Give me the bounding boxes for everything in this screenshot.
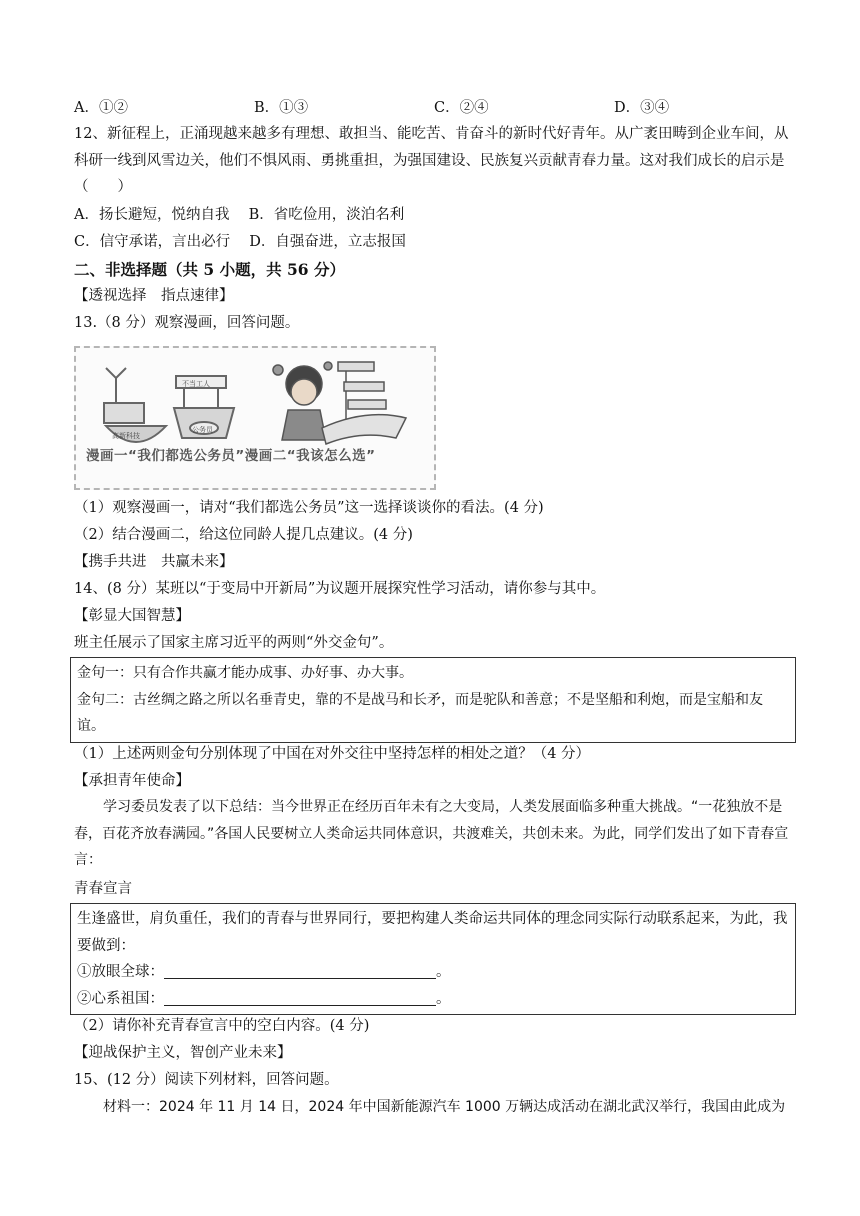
q15-material1: 材料一：2024 年 11 月 14 日，2024 年中国新能源汽车 1000 万辆达成活动在湖北武汉举行，我国由此成为 <box>103 1099 786 1115</box>
declaration-title: 青春宣言 <box>74 881 132 897</box>
q12-options-row2: C．信守承诺，言出必行 D．自强奋进，立志报国 <box>74 234 406 250</box>
item-1-period: 。 <box>436 964 451 980</box>
q14-sub2: （2）请你补充青春宣言中的空白内容。(4 分) <box>74 1018 370 1034</box>
q14-tag-b: 【承担青年使命】 <box>74 773 190 789</box>
q11-option-d: D．③④ <box>614 100 670 116</box>
answer-blank-2[interactable] <box>164 991 436 1006</box>
item-1-label: ①放眼全球： <box>77 964 164 980</box>
comic-illustration <box>76 348 434 488</box>
declaration-item-2 <box>77 986 789 1013</box>
comic-sign-2: 高新科技 <box>112 432 140 440</box>
q14-tag-a: 【彰显大国智慧】 <box>74 608 190 624</box>
q13-sub2: （2）结合漫画二，给这位同龄人提几点建议。(4 分) <box>74 527 413 543</box>
section-tag: 【携手共进 共赢未来】 <box>74 554 234 570</box>
q11-option-b: B．①③ <box>254 100 309 116</box>
q13-stem: 13.（8 分）观察漫画，回答问题。 <box>74 315 300 331</box>
q14-stem: 14、(8 分）某班以“于变局中开新局”为议题开展探究性学习活动，请你参与其中。 <box>74 581 606 597</box>
declaration-text: 生逢盛世，肩负重任，我们的青春与世界同行，要把构建人类命运共同体的理念同实际行动联系起来，为此，我要做到： <box>77 911 788 954</box>
q14-paragraph: 学习委员发表了以下总结：当今世界正在经历百年未有之大变局，人类发展面临多种重大挑战。“一花独放不是春，百花齐放春满园。”各国人民要树立人类命运共同体意识，共渡难关，共创未来。为此，同学们发出了如下青春宣言： <box>74 799 789 868</box>
comic-image <box>74 346 436 490</box>
answer-blank-1[interactable] <box>164 964 436 979</box>
section-tag: 【透视选择 指点速律】 <box>74 288 234 304</box>
declaration-item-1 <box>77 959 789 986</box>
q13-sub1: （1）观察漫画一，请对“我们都选公务员”这一选择谈谈你的看法。(4 分) <box>74 500 544 516</box>
quote-2: 金句二：古丝绸之路之所以名垂青史，靠的不是战马和长矛，而是驼队和善意；不是坚船和利炮，而是宝船和友谊。 <box>77 691 763 734</box>
item-2-period: 。 <box>436 990 451 1007</box>
q12-stem: 12、新征程上，正涌现越来越多有理想、敢担当、能吃苦、肯奋斗的新时代好青年。从广袤田畴到企业车间，从科研一线到风雪边关，他们不惧风雨、勇挑重担，为强国建设、民族复兴贡献青春力量。这对我们成长的启示是（ ） <box>74 126 789 195</box>
declaration-box <box>70 903 796 1015</box>
comic-one <box>104 368 234 442</box>
quote-1: 金句一：只有合作共赢才能办成事、办好事、办大事。 <box>77 665 413 681</box>
section-tag: 【迎战保护主义，智创产业未来】 <box>74 1045 292 1061</box>
comic-two <box>273 362 406 444</box>
item-2-label: ②心系祖国： <box>77 990 164 1007</box>
q12-options-row1: A．扬长避短，悦纳自我 B．省吃俭用，淡泊名利 <box>74 207 405 223</box>
q14-sub1: （1）上述两则金句分别体现了中国在对外交往中坚持怎样的相处之道？（4 分） <box>74 746 591 762</box>
q15-stem: 15、(12 分）阅读下列材料，回答问题。 <box>74 1072 339 1088</box>
q14-intro: 班主任展示了国家主席习近平的两则“外交金句”。 <box>74 635 394 651</box>
comic-sign-1: 不当工人 <box>182 380 210 388</box>
section-title: 二、非选择题（共 5 小题，共 56 分） <box>74 260 345 279</box>
q11-option-a: A．①② <box>74 100 128 116</box>
comic-sign-3: 公务员 <box>192 426 213 434</box>
quotes-box <box>70 657 796 743</box>
q11-option-c: C．②④ <box>434 100 489 116</box>
comic-caption: 漫画一“我们都选公务员”漫画二“我该怎么选” <box>86 448 376 464</box>
q11-options <box>74 100 796 117</box>
